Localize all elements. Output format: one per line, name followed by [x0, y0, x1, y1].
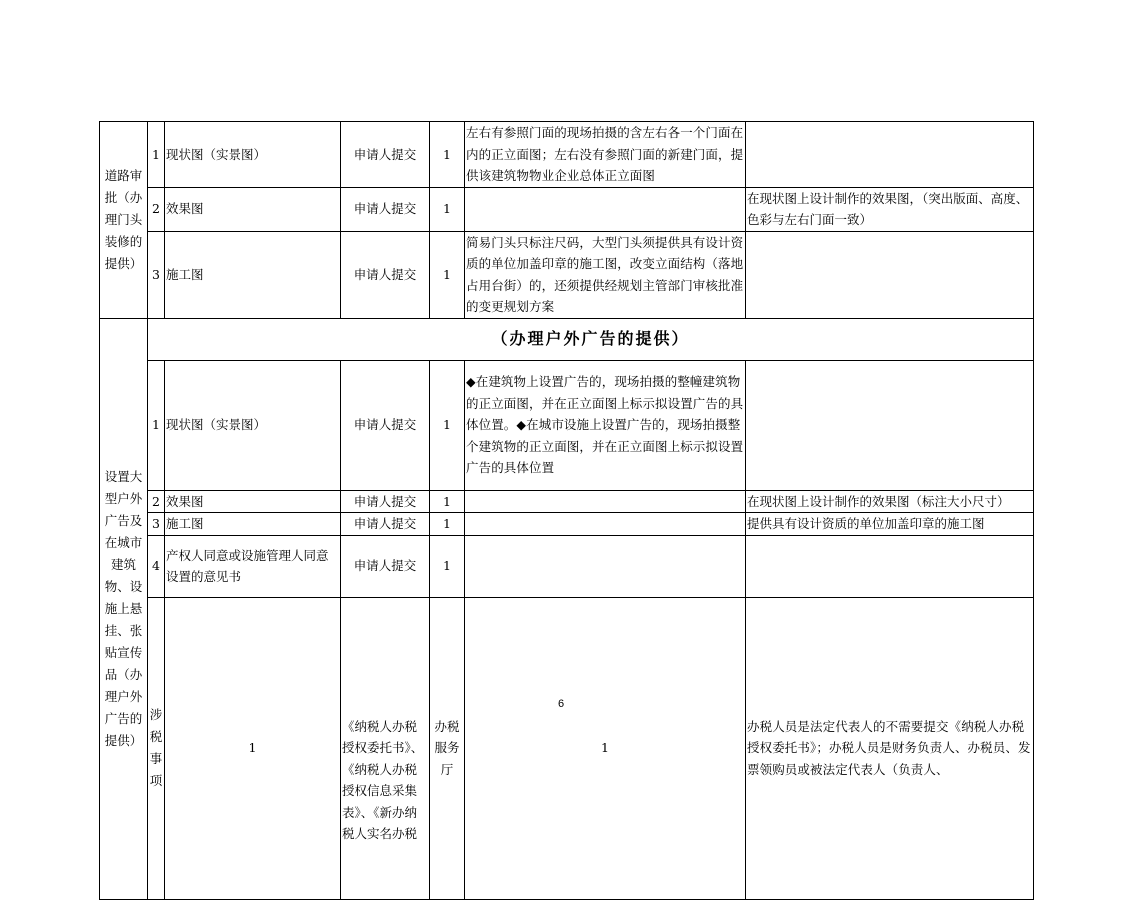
requirement-cell — [746, 597, 1034, 899]
table-row — [100, 122, 1034, 188]
material-name: 现状图（实景图） — [165, 122, 341, 188]
copy-count: 1 — [465, 597, 746, 899]
copy-count: 1 — [430, 490, 465, 513]
table-row — [100, 490, 1034, 513]
material-name-text: 《纳税人办税授权委托书》、《纳税人办税授权信息采集表》、《新办纳税人实名办税 — [342, 718, 424, 841]
note-cell: 在现状图上设计制作的效果图（标注大小尺寸） — [746, 490, 1034, 513]
requirement-cell — [465, 513, 746, 536]
requirement-cell: ◆在建筑物上设置广告的，现场拍摄的整幢建筑物的正立面图，并在正立面图上标示拟设置广告的具体位置。◆在城市设施上设置广告的，现场拍摄整个建筑物的正立面图，并在正立面图上标示拟设置广告的具体位置 — [465, 360, 746, 490]
item-number: 1 — [148, 360, 165, 490]
requirement-cell: 简易门头只标注尺码，大型门头须提供具有设计资质的单位加盖印章的施工图，改变立面结构（落地占用台街）的，还须提供经规划主管部门审核批准的变更规划方案 — [465, 231, 746, 318]
material-source: 申请人提交 — [341, 122, 430, 188]
table-row — [100, 535, 1034, 597]
table-row — [100, 513, 1034, 536]
requirement-cell — [465, 535, 746, 597]
section-title: （办理户外广告的提供） — [148, 318, 1034, 360]
copy-count: 1 — [430, 231, 465, 318]
table-row — [100, 318, 1034, 360]
material-source: 申请人提交 — [341, 535, 430, 597]
requirements-table — [99, 121, 1034, 900]
copy-count: 1 — [430, 360, 465, 490]
copy-count: 1 — [430, 535, 465, 597]
item-number: 3 — [148, 513, 165, 536]
material-source: 申请人提交 — [341, 231, 430, 318]
material-source: 申请人提交 — [341, 360, 430, 490]
note-cell — [746, 231, 1034, 318]
material-source: 申请人提交 — [341, 490, 430, 513]
material-name: 施工图 — [165, 231, 341, 318]
note-cell: 在现状图上设计制作的效果图，（突出版面、高度、色彩与左右门面一致） — [746, 187, 1034, 231]
copy-count: 1 — [430, 513, 465, 536]
category-cell: 道路审批（办理门头装修的提供） — [100, 122, 148, 319]
category-cell: 设置大型户外广告及在城市建筑物、设施上悬挂、张贴宣传品（办理户外广告的提供） — [100, 318, 148, 899]
copy-count: 1 — [430, 122, 465, 188]
category-cell: 涉税事项 — [148, 597, 165, 899]
note-cell — [746, 122, 1034, 188]
item-number: 1 — [148, 122, 165, 188]
item-number: 2 — [148, 490, 165, 513]
material-name: 效果图 — [165, 187, 341, 231]
table-row — [100, 231, 1034, 318]
note-cell: 提供具有设计资质的单位加盖印章的施工图 — [746, 513, 1034, 536]
requirement-cell — [465, 490, 746, 513]
item-number: 3 — [148, 231, 165, 318]
material-name: 现状图（实景图） — [165, 360, 341, 490]
item-number: 2 — [148, 187, 165, 231]
requirement-cell: 左右有参照门面的现场拍摄的含左右各一个门面在内的正立面图；左右没有参照门面的新建门面，提供该建筑物物业企业总体正立面图 — [465, 122, 746, 188]
material-source: 申请人提交 — [341, 187, 430, 231]
material-name — [341, 597, 430, 899]
note-cell — [746, 360, 1034, 490]
material-source: 办税服务厅 — [430, 597, 465, 899]
material-name: 效果图 — [165, 490, 341, 513]
page-number: 6 — [557, 698, 565, 710]
table-row — [100, 597, 1034, 899]
note-cell — [746, 535, 1034, 597]
material-source: 申请人提交 — [341, 513, 430, 536]
table-row — [100, 360, 1034, 490]
copy-count: 1 — [430, 187, 465, 231]
item-number: 4 — [148, 535, 165, 597]
requirement-text: 办税人员是法定代表人的不需要提交《纳税人办税授权委托书》；办税人员是财务负责人、办税员、发票领购员或被法定代表人（负责人、 — [747, 718, 1031, 777]
table-row — [100, 187, 1034, 231]
item-number: 1 — [165, 597, 341, 899]
requirement-cell — [465, 187, 746, 231]
material-name: 施工图 — [165, 513, 341, 536]
material-name: 产权人同意或设施管理人同意设置的意见书 — [165, 535, 341, 597]
